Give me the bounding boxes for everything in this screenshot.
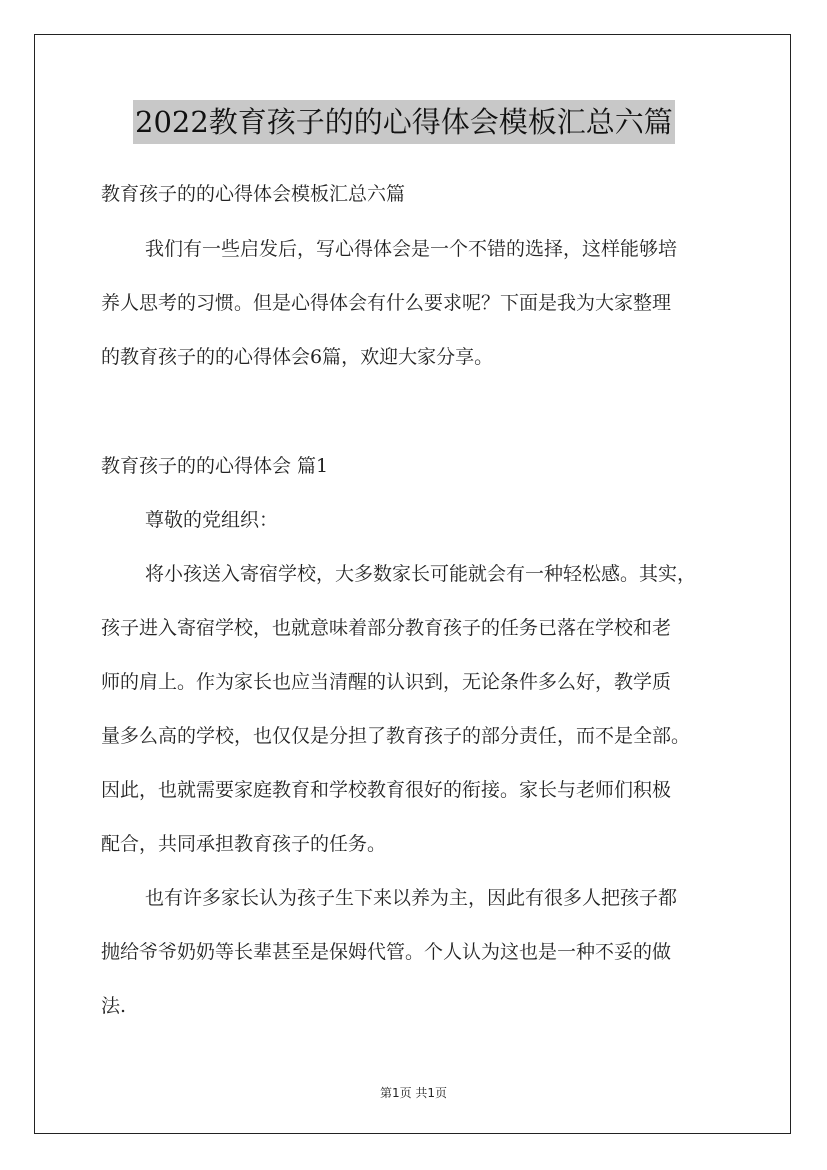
intro-line-1: 我们有一些启发后，写心得体会是一个不错的选择，这样能够培 <box>145 238 678 260</box>
document-subtitle: 教育孩子的的心得体会模板汇总六篇 <box>101 183 406 205</box>
intro-line-2: 养人思考的习惯。但是心得体会有什么要求呢？下面是我为大家整理 <box>101 292 672 314</box>
para1-line-4: 量多么高的学校，也仅仅是分担了教育孩子的部分责任，而不是全部。 <box>101 725 691 747</box>
para1-line-2: 孩子进入寄宿学校，也就意味着部分教育孩子的任务已落在学校和老 <box>101 617 672 639</box>
page-number-footer: 第1页 共1页 <box>379 1086 448 1100</box>
para2-line-2: 抛给爷爷奶奶等长辈甚至是保姆代管。个人认为这也是一种不妥的做 <box>101 941 672 963</box>
para1-line-3: 师的肩上。作为家长也应当清醒的认识到，无论条件多么好，教学质 <box>101 671 672 693</box>
para1-line-1: 将小孩送入寄宿学校，大多数家长可能就会有一种轻松感。其实， <box>145 563 697 585</box>
para1-line-5: 因此，也就需要家庭教育和学校教育很好的衔接。家长与老师们积极 <box>101 779 672 801</box>
document-title: 2022教育孩子的的心得体会模板汇总六篇 <box>133 100 675 144</box>
para2-line-1: 也有许多家长认为孩子生下来以养为主，因此有很多人把孩子都 <box>145 887 678 909</box>
section-heading: 教育孩子的的心得体会 篇1 <box>101 455 329 477</box>
para2-line-3: 法. <box>101 995 127 1017</box>
para1-line-6: 配合，共同承担教育孩子的任务。 <box>101 833 387 855</box>
salutation: 尊敬的党组织： <box>145 509 279 531</box>
intro-line-3: 的教育孩子的的心得体会6篇，欢迎大家分享。 <box>101 346 494 368</box>
